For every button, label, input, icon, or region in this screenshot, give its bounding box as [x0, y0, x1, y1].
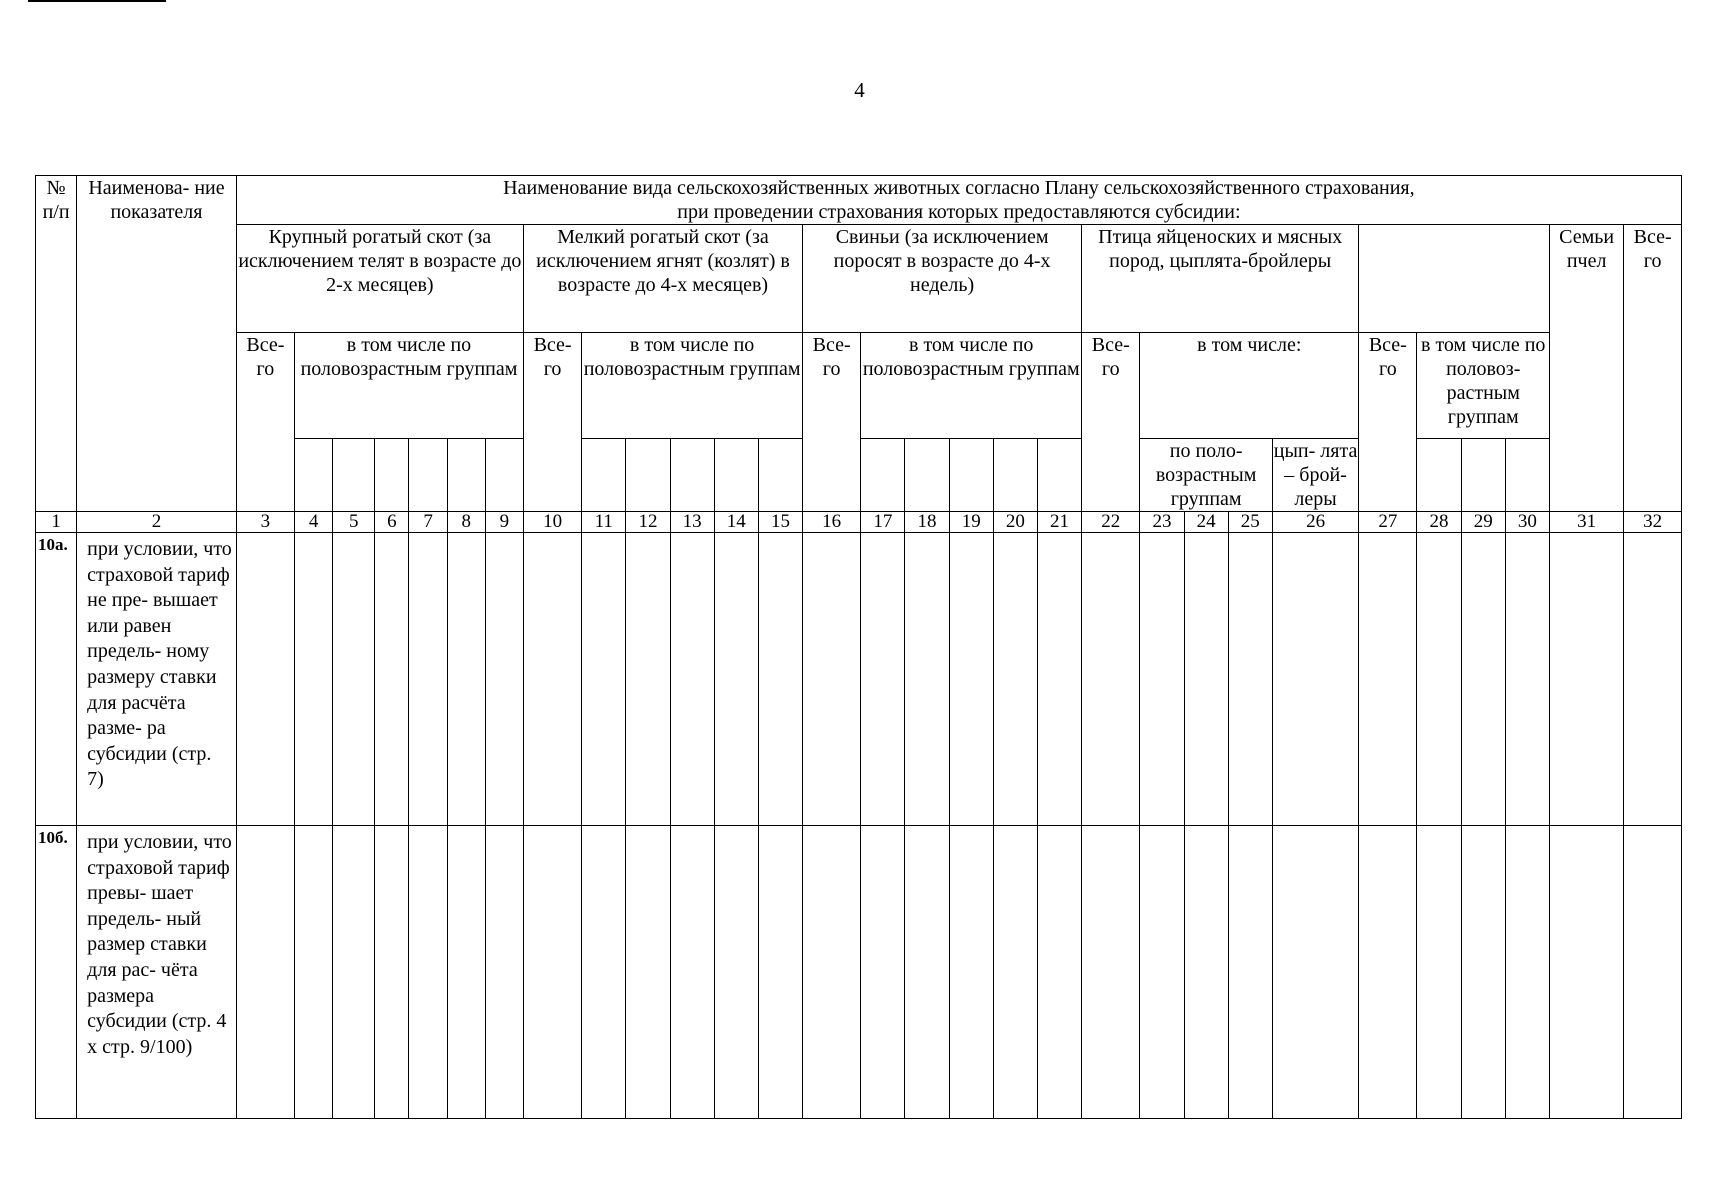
- subcol-blank: [485, 439, 523, 512]
- column-number: 24: [1184, 512, 1228, 533]
- row-number: 10а.: [36, 533, 77, 826]
- group-small-cattle: Мелкий рогатый скот (за исключением ягнят (козлят) в возрасте до 4-х месяцев): [523, 225, 802, 333]
- subcol-blank: [670, 439, 714, 512]
- value-cell[interactable]: [1082, 533, 1140, 826]
- small-cattle-total-header: Все- го: [523, 333, 581, 512]
- col-header-num: [36, 176, 77, 512]
- group-blank: [1359, 225, 1550, 333]
- value-cell[interactable]: [861, 826, 905, 1119]
- row-label: при условии, что страховой тариф превы- шает предель- ный размер ставки для рас- чёта размера субсидии (стр. 4 х стр. 9/100): [77, 826, 237, 1119]
- column-number: 8: [447, 512, 485, 533]
- subcol-blank: [1505, 439, 1549, 512]
- subcol-blank: [905, 439, 949, 512]
- value-cell[interactable]: [905, 533, 949, 826]
- subcol-blank: [295, 439, 333, 512]
- value-cell[interactable]: [1140, 826, 1184, 1119]
- poultry-including-header: в том числе:: [1140, 333, 1359, 439]
- subcol-blank: [758, 439, 802, 512]
- value-cell[interactable]: [803, 533, 861, 826]
- value-cell[interactable]: [1359, 533, 1417, 826]
- value-cell[interactable]: [1461, 533, 1505, 826]
- column-number: 13: [670, 512, 714, 533]
- value-cell[interactable]: [1082, 826, 1140, 1119]
- group5-total-header: Все- го: [1359, 333, 1417, 512]
- column-number: 7: [409, 512, 447, 533]
- num-label: № п/п: [42, 177, 70, 223]
- column-number: 21: [1037, 512, 1081, 533]
- value-cell[interactable]: [1417, 826, 1461, 1119]
- top-edge-mark: [28, 0, 166, 2]
- subcol-blank: [949, 439, 993, 512]
- column-number: 12: [626, 512, 670, 533]
- column-number: 32: [1624, 512, 1682, 533]
- column-number-row: [36, 512, 1682, 533]
- subcol-blank: [1461, 439, 1505, 512]
- value-cell[interactable]: [582, 533, 626, 826]
- column-number: 30: [1505, 512, 1549, 533]
- group5-age-groups-header: в том числе по половоз- растным группам: [1417, 333, 1550, 439]
- animal-types-title-line-1: Наименование вида сельскохозяйственных животных согласно Плану сельскохозяйственного страхования,: [503, 177, 1415, 199]
- table-row: [36, 533, 1682, 826]
- column-number: 17: [861, 512, 905, 533]
- value-cell[interactable]: [485, 826, 523, 1119]
- value-cell[interactable]: [295, 533, 333, 826]
- pigs-total-header: Все- го: [803, 333, 861, 512]
- value-cell[interactable]: [333, 826, 375, 1119]
- value-cell[interactable]: [1417, 533, 1461, 826]
- column-number: 10: [523, 512, 581, 533]
- column-number: 14: [714, 512, 758, 533]
- column-number: 20: [993, 512, 1037, 533]
- row-number: 10б.: [36, 826, 77, 1119]
- value-cell[interactable]: [409, 826, 447, 1119]
- value-cell[interactable]: [949, 533, 993, 826]
- value-cell[interactable]: [714, 533, 758, 826]
- value-cell[interactable]: [523, 533, 581, 826]
- subcol-blank: [861, 439, 905, 512]
- value-cell[interactable]: [905, 826, 949, 1119]
- column-number: 27: [1359, 512, 1417, 533]
- column-number: 22: [1082, 512, 1140, 533]
- column-number: 16: [803, 512, 861, 533]
- animal-types-title-line-2: при проведении страхования которых предоставляются субсидии:: [677, 201, 1241, 223]
- value-cell[interactable]: [1272, 533, 1358, 826]
- value-cell[interactable]: [1140, 533, 1184, 826]
- subcol-blank: [333, 439, 375, 512]
- value-cell[interactable]: [861, 533, 905, 826]
- value-cell[interactable]: [1461, 826, 1505, 1119]
- value-cell[interactable]: [803, 826, 861, 1119]
- column-number: 29: [1461, 512, 1505, 533]
- value-cell[interactable]: [1184, 533, 1228, 826]
- column-number: 28: [1417, 512, 1461, 533]
- value-cell[interactable]: [236, 826, 294, 1119]
- group-pigs: Свиньи (за исключением поросят в возрасте до 4-х недель): [803, 225, 1082, 333]
- value-cell[interactable]: [295, 826, 333, 1119]
- group-bee-colonies: Семьи пчел: [1549, 225, 1623, 512]
- column-number: 23: [1140, 512, 1184, 533]
- cattle-age-groups-header: в том числе по половозрастным группам: [295, 333, 524, 439]
- subcol-blank: [409, 439, 447, 512]
- value-cell[interactable]: [758, 533, 802, 826]
- value-cell[interactable]: [1037, 533, 1081, 826]
- indicator-label: Наименова- ние показателя: [88, 177, 225, 223]
- value-cell[interactable]: [670, 533, 714, 826]
- subcol-blank: [1037, 439, 1081, 512]
- col-header-indicator: [77, 176, 237, 512]
- value-cell[interactable]: [1624, 826, 1682, 1119]
- pigs-age-groups-header: в том числе по половозрастным группам: [861, 333, 1082, 439]
- subcol-blank: [993, 439, 1037, 512]
- small-cattle-age-groups-header: в том числе по половозрастным группам: [582, 333, 803, 439]
- value-cell[interactable]: [375, 533, 409, 826]
- value-cell[interactable]: [447, 826, 485, 1119]
- value-cell[interactable]: [993, 533, 1037, 826]
- column-number: 4: [295, 512, 333, 533]
- row-label: при условии, что страховой тариф не пре- вышает или равен предель- ному размеру ставки для расчёта разме- ра субсидии (стр. 7): [77, 533, 237, 826]
- poultry-total-header: Все- го: [1082, 333, 1140, 512]
- value-cell[interactable]: [993, 826, 1037, 1119]
- column-number: 3: [236, 512, 294, 533]
- subcol-blank: [582, 439, 626, 512]
- value-cell[interactable]: [1272, 826, 1358, 1119]
- value-cell[interactable]: [1624, 533, 1682, 826]
- value-cell[interactable]: [485, 533, 523, 826]
- value-cell[interactable]: [670, 826, 714, 1119]
- page-number: 4: [854, 78, 865, 102]
- column-number: 9: [485, 512, 523, 533]
- subcol-blank: [714, 439, 758, 512]
- group-poultry: Птица яйценоских и мясных пород, цыплята-бройлеры: [1082, 225, 1359, 333]
- value-cell[interactable]: [582, 826, 626, 1119]
- subcol-blank: [375, 439, 409, 512]
- table-row: [36, 826, 1682, 1119]
- value-cell[interactable]: [1549, 826, 1623, 1119]
- subcol-blank: [1417, 439, 1461, 512]
- value-cell[interactable]: [333, 533, 375, 826]
- value-cell[interactable]: [1359, 826, 1417, 1119]
- value-cell[interactable]: [1505, 533, 1549, 826]
- column-number: 26: [1272, 512, 1358, 533]
- value-cell[interactable]: [523, 826, 581, 1119]
- value-cell[interactable]: [626, 826, 670, 1119]
- column-number: 31: [1549, 512, 1623, 533]
- column-number: 6: [375, 512, 409, 533]
- value-cell[interactable]: [1549, 533, 1623, 826]
- value-cell[interactable]: [447, 533, 485, 826]
- value-cell[interactable]: [236, 533, 294, 826]
- column-number: 2: [77, 512, 237, 533]
- value-cell[interactable]: [1037, 826, 1081, 1119]
- poultry-age-groups-header: по поло- возрастным группам: [1140, 439, 1273, 512]
- value-cell[interactable]: [626, 533, 670, 826]
- value-cell[interactable]: [758, 826, 802, 1119]
- column-number: 5: [333, 512, 375, 533]
- value-cell[interactable]: [1505, 826, 1549, 1119]
- column-number: 25: [1228, 512, 1272, 533]
- subcol-blank: [447, 439, 485, 512]
- column-number: 15: [758, 512, 802, 533]
- column-number: 19: [949, 512, 993, 533]
- value-cell[interactable]: [949, 826, 993, 1119]
- value-cell[interactable]: [375, 826, 409, 1119]
- value-cell[interactable]: [1228, 826, 1272, 1119]
- value-cell[interactable]: [1228, 533, 1272, 826]
- subcol-blank: [626, 439, 670, 512]
- column-number: 18: [905, 512, 949, 533]
- value-cell[interactable]: [714, 826, 758, 1119]
- group-total: Все- го: [1624, 225, 1682, 512]
- group-cattle: Крупный рогатый скот (за исключением телят в возрасте до 2-х месяцев): [236, 225, 523, 333]
- value-cell[interactable]: [409, 533, 447, 826]
- animal-types-title: [236, 176, 1681, 225]
- poultry-broilers-header: цып- лята – брой- леры: [1273, 440, 1358, 510]
- subsidy-form-table: [35, 175, 1682, 1119]
- value-cell[interactable]: [1184, 826, 1228, 1119]
- column-number: 1: [36, 512, 77, 533]
- cattle-total-header: Все- го: [236, 333, 294, 512]
- column-number: 11: [582, 512, 626, 533]
